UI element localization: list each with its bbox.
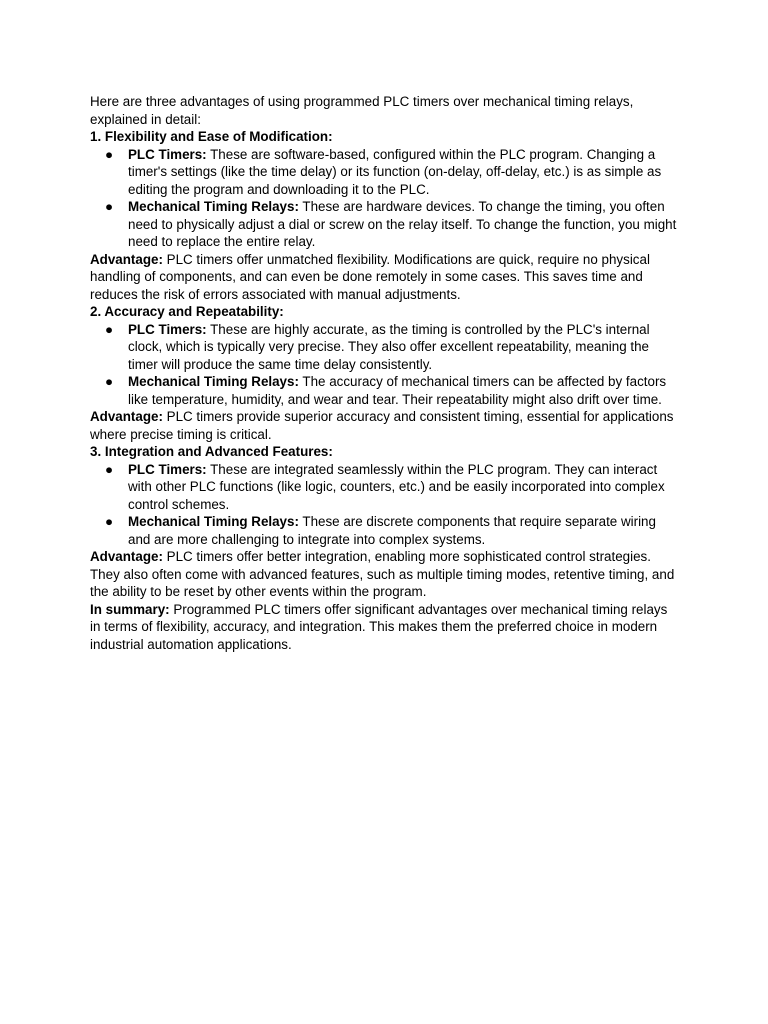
bullet-label: Mechanical Timing Relays: xyxy=(128,514,299,529)
section-integration xyxy=(90,443,678,601)
bullet-list xyxy=(90,146,678,251)
summary-label: In summary: xyxy=(90,601,170,617)
section-flexibility xyxy=(90,128,678,303)
summary-paragraph xyxy=(90,601,678,654)
advantage-paragraph xyxy=(90,251,678,304)
bullet-text: These are highly accurate, as the timing is controlled by the PLC's internal clock, which is typically very precise. They also offer excellent repeatability, meaning the timer will produce the same time delay consistently. xyxy=(128,321,650,372)
list-item xyxy=(90,373,678,408)
advantage-text: PLC timers offer unmatched flexibility. Modifications are quick, require no physical handling of components, and can even be done remotely in some cases. This saves time and reduces the risk of errors associated with manual adjustments. xyxy=(90,251,650,302)
advantage-text: PLC timers offer better integration, enabling more sophisticated control strategies. They also often come with advanced features, such as multiple timing modes, retentive timing, and the ability to be reset by other events within the program. xyxy=(90,549,675,599)
advantage-paragraph xyxy=(90,408,678,443)
bullet-icon: ● xyxy=(105,514,114,529)
bullet-icon: ● xyxy=(105,374,114,389)
bullet-text: These are integrated seamlessly within the PLC program. They can interact with other PLC functions (like logic, counters, etc.) and be easily incorporated into complex control schemes. xyxy=(128,461,665,512)
bullet-list xyxy=(90,461,678,549)
bullet-text: These are hardware devices. To change the timing, you often need to physically adjust a dial or screw on the relay itself. To change the function, you might need to replace the entire relay. xyxy=(128,199,677,249)
list-item xyxy=(90,321,678,374)
list-item xyxy=(90,198,678,251)
bullet-label: PLC Timers: xyxy=(128,461,207,477)
list-item xyxy=(90,146,678,199)
bullet-label: PLC Timers: xyxy=(128,146,207,162)
advantage-label: Advantage: xyxy=(90,549,163,564)
advantage-label: Advantage: xyxy=(90,251,163,267)
list-item xyxy=(90,513,678,548)
advantage-paragraph xyxy=(90,548,678,601)
section-accuracy xyxy=(90,303,678,443)
bullet-icon: ● xyxy=(105,321,114,337)
bullet-icon: ● xyxy=(105,199,114,214)
bullet-icon: ● xyxy=(105,461,114,477)
section-heading: 2. Accuracy and Repeatability: xyxy=(90,304,284,319)
list-item xyxy=(90,461,678,514)
intro-paragraph: Here are three advantages of using programmed PLC timers over mechanical timing relays, explained in detail: xyxy=(90,94,634,127)
bullet-label: Mechanical Timing Relays: xyxy=(128,199,299,214)
bullet-label: PLC Timers: xyxy=(128,321,207,337)
advantage-label: Advantage: xyxy=(90,409,163,424)
summary-text: Programmed PLC timers offer significant advantages over mechanical timing relays in terms of flexibility, accuracy, and integration. This makes them the preferred choice in modern industrial automation applications. xyxy=(90,601,668,652)
bullet-text: The accuracy of mechanical timers can be affected by factors like temperature, humidity, and wear and tear. Their repeatability might also drift over time. xyxy=(128,374,667,407)
bullet-text: These are discrete components that require separate wiring and are more challenging to integrate into complex systems. xyxy=(128,514,656,547)
section-heading: 1. Flexibility and Ease of Modification: xyxy=(90,129,333,144)
bullet-text: These are software-based, configured within the PLC program. Changing a timer's settings (like the time delay) or its function (on-delay, off-delay, etc.) is as simple as editing the program and downloading it to the PLC. xyxy=(128,146,662,197)
bullet-label: Mechanical Timing Relays: xyxy=(128,374,299,389)
bullet-icon: ● xyxy=(105,146,114,162)
bullet-list xyxy=(90,321,678,409)
section-heading: 3. Integration and Advanced Features: xyxy=(90,444,333,459)
advantage-text: PLC timers provide superior accuracy and consistent timing, essential for applications where precise timing is critical. xyxy=(90,409,674,442)
